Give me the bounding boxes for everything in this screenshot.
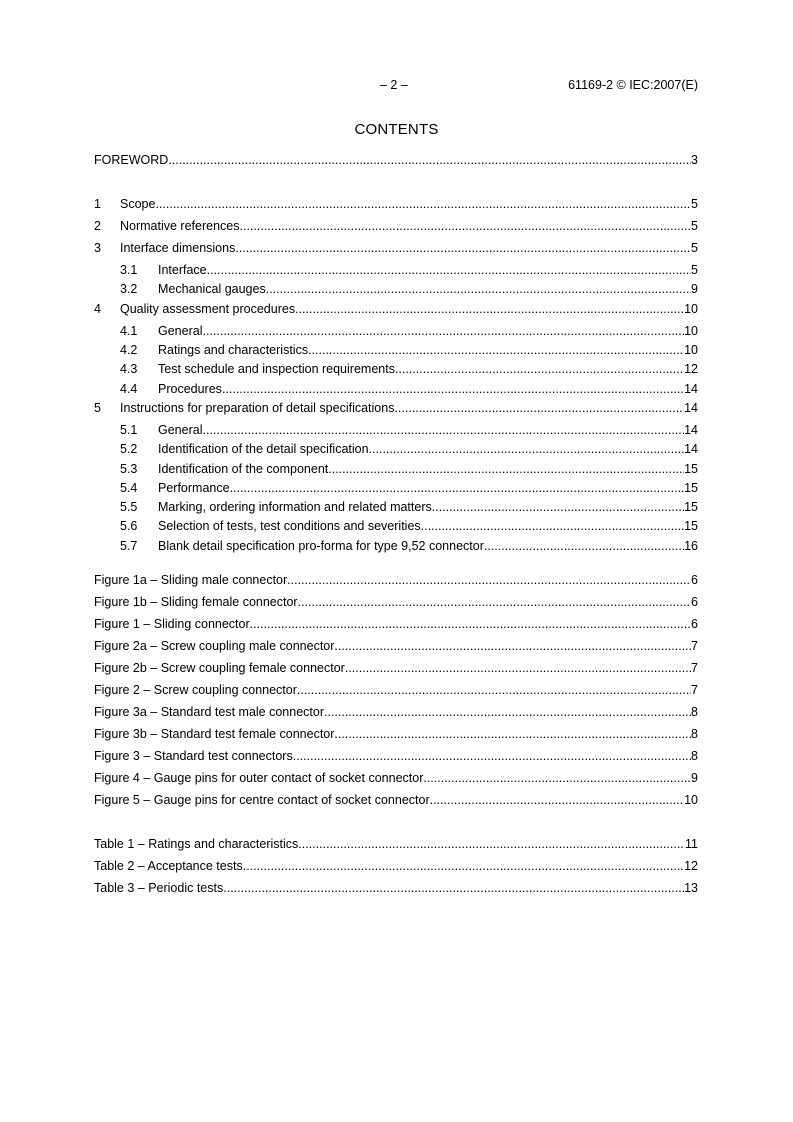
toc-entry-subsection[interactable] [94, 262, 698, 278]
toc-entry-page: 7 [691, 639, 698, 653]
toc-entry-figure[interactable] [94, 660, 698, 676]
toc-entry-label: Mechanical gauges [158, 282, 266, 296]
toc-entry-section[interactable] [94, 240, 698, 256]
dot-leader [287, 572, 691, 588]
toc-entry-page: 8 [691, 705, 698, 719]
dot-leader [395, 361, 684, 377]
toc-entry-subsection[interactable] [94, 538, 698, 554]
section-number: 4.3 [120, 362, 138, 376]
dot-leader [235, 240, 691, 256]
toc-entry-page: 10 [684, 793, 698, 807]
section-number: 5.5 [120, 500, 138, 514]
toc-entry-label: Marking, ordering information and related matters [158, 500, 432, 514]
dot-leader [345, 660, 691, 676]
dot-leader [295, 301, 684, 317]
toc-entry-page: 12 [684, 859, 698, 873]
toc-entry-figure[interactable] [94, 594, 698, 610]
dot-leader [430, 792, 684, 808]
toc-entry-figure[interactable] [94, 638, 698, 654]
section-number: 5.4 [120, 481, 138, 495]
section-number: 4.2 [120, 343, 138, 357]
dot-leader [484, 538, 684, 554]
toc-entry-page: 5 [691, 197, 698, 211]
toc-entry-page: 5 [691, 241, 698, 255]
toc-entry-figure[interactable] [94, 572, 698, 588]
section-number: 4 [94, 302, 101, 316]
section-number: 3.1 [120, 263, 138, 277]
toc-entry-subsection[interactable] [94, 441, 698, 457]
dot-leader [308, 342, 684, 358]
toc-entry-page: 14 [684, 442, 698, 456]
dot-leader [207, 262, 691, 278]
toc-entry-label: Instructions for preparation of detail specifications [120, 401, 395, 415]
toc-entry-figure[interactable] [94, 682, 698, 698]
dot-leader [240, 218, 692, 234]
toc-entry-page: 10 [684, 324, 698, 338]
toc-entry-page: 3 [691, 153, 698, 167]
section-number: 5.3 [120, 462, 138, 476]
toc-entry-label: Table 1 – Ratings and characteristics [94, 837, 299, 851]
dot-leader [328, 461, 684, 477]
toc-entry-label: Figure 3b – Standard test female connector [94, 727, 335, 741]
section-number: 4.4 [120, 382, 138, 396]
toc-entry-page: 6 [691, 573, 698, 587]
dot-leader [421, 518, 684, 534]
toc-entry-label: Scope [120, 197, 156, 211]
dot-leader [394, 400, 684, 416]
toc-entry-page: 11 [685, 837, 698, 851]
toc-entry-page: 9 [691, 282, 698, 296]
dot-leader [222, 381, 684, 397]
dot-leader [293, 748, 691, 764]
page-title: CONTENTS [354, 121, 439, 138]
toc-entry-figure[interactable] [94, 792, 698, 808]
toc-entry-page: 14 [684, 401, 698, 415]
toc-entry-foreword[interactable] [94, 152, 698, 168]
toc-entry-page: 6 [691, 617, 698, 631]
dot-leader [266, 281, 691, 297]
toc-entry-label: Figure 3a – Standard test male connector [94, 705, 324, 719]
dot-leader [202, 422, 684, 438]
toc-entry-section[interactable] [94, 218, 698, 234]
dot-leader [297, 682, 691, 698]
toc-entry-subsection[interactable] [94, 342, 698, 358]
toc-entry-page: 10 [684, 302, 698, 316]
toc-entry-page: 6 [691, 595, 698, 609]
toc-entry-label: Quality assessment procedures [120, 302, 296, 316]
toc-entry-label: Performance [158, 481, 230, 495]
toc-entry-label: Identification of the component [158, 462, 329, 476]
toc-entry-label: Figure 1 – Sliding connector [94, 617, 250, 631]
toc-entry-page: 15 [684, 519, 698, 533]
toc-entry-label: Figure 1a – Sliding male connector [94, 573, 288, 587]
toc-entry-subsection[interactable] [94, 323, 698, 339]
dot-leader [202, 323, 684, 339]
toc-entry-subsection[interactable] [94, 381, 698, 397]
section-number: 5.6 [120, 519, 138, 533]
toc-entry-figure[interactable] [94, 704, 698, 720]
toc-entry-page: 13 [684, 881, 698, 895]
section-number: 5 [94, 401, 101, 415]
toc-entry-subsection[interactable] [94, 422, 698, 438]
toc-entry-label: General [158, 324, 203, 338]
toc-entry-label: Blank detail specification pro-forma for type 9,52 connector [158, 539, 484, 553]
toc-entry-label: Figure 1b – Sliding female connector [94, 595, 298, 609]
toc-entry-page: 7 [691, 683, 698, 697]
section-number: 5.7 [120, 539, 138, 553]
dot-leader [369, 441, 685, 457]
toc-entry-page: 8 [691, 749, 698, 763]
dot-leader [423, 770, 691, 786]
toc-entry-figure[interactable] [94, 748, 698, 764]
toc-entry-figure[interactable] [94, 726, 698, 742]
toc-entry-page: 15 [684, 462, 698, 476]
toc-entry-label: Table 2 – Acceptance tests [94, 859, 243, 873]
toc-entry-subsection[interactable] [94, 518, 698, 534]
section-number: 1 [94, 197, 101, 211]
toc-entry-label: Identification of the detail specification [158, 442, 369, 456]
toc-entry-label: Test schedule and inspection requirements [158, 362, 395, 376]
toc-entry-section[interactable] [94, 400, 698, 416]
section-number: 2 [94, 219, 101, 233]
toc-entry-label: Ratings and characteristics [158, 343, 309, 357]
toc-entry-section[interactable] [94, 301, 698, 317]
toc-entry-page: 15 [684, 481, 698, 495]
toc-entry-label: Figure 2b – Screw coupling female connector [94, 661, 345, 675]
dot-leader [155, 196, 691, 212]
section-number: 5.2 [120, 442, 138, 456]
dot-leader [243, 858, 684, 874]
toc-entry-page: 14 [684, 423, 698, 437]
toc-entry-table[interactable] [94, 836, 698, 852]
toc-entry-figure[interactable] [94, 770, 698, 786]
toc-entry-label: Table 3 – Periodic tests [94, 881, 224, 895]
dot-leader [432, 499, 684, 515]
dot-leader [324, 704, 691, 720]
page-number: – 2 – [380, 78, 408, 92]
toc-entry-page: 7 [691, 661, 698, 675]
toc-entry-subsection[interactable] [94, 499, 698, 515]
toc-entry-page: 15 [684, 500, 698, 514]
toc-entry-page: 5 [691, 263, 698, 277]
dot-leader [298, 836, 685, 852]
toc-entry-figure[interactable] [94, 616, 698, 632]
toc-entry-label: Figure 4 – Gauge pins for outer contact of socket connector [94, 771, 424, 785]
toc-entry-page: 9 [691, 771, 698, 785]
section-number: 3 [94, 241, 101, 255]
toc-entry-page: 16 [684, 539, 698, 553]
toc-entry-label: Interface [158, 263, 207, 277]
toc-entry-label: Normative references [120, 219, 240, 233]
toc-entry-label: Interface dimensions [120, 241, 236, 255]
toc-entry-subsection[interactable] [94, 480, 698, 496]
toc-entry-label: Figure 5 – Gauge pins for centre contact of socket connector [94, 793, 430, 807]
toc-entry-label: FOREWORD [94, 153, 169, 167]
toc-entry-table[interactable] [94, 858, 698, 874]
section-number: 4.1 [120, 324, 138, 338]
toc-entry-page: 12 [684, 362, 698, 376]
dot-leader [334, 726, 691, 742]
dot-leader [298, 594, 691, 610]
toc-entry-subsection[interactable] [94, 281, 698, 297]
section-number: 3.2 [120, 282, 138, 296]
dot-leader [223, 880, 684, 896]
toc-entry-table[interactable] [94, 880, 698, 896]
toc-entry-label: Figure 3 – Standard test connectors [94, 749, 293, 763]
toc-entry-page: 10 [684, 343, 698, 357]
page-header [0, 78, 793, 94]
toc-entry-section[interactable] [94, 196, 698, 212]
toc-entry-label: Figure 2 – Screw coupling connector [94, 683, 297, 697]
section-number: 5.1 [120, 423, 138, 437]
toc-entry-label: Procedures [158, 382, 222, 396]
toc-entry-page: 8 [691, 727, 698, 741]
toc-entry-subsection[interactable] [94, 361, 698, 377]
dot-leader [230, 480, 685, 496]
toc-entry-page: 5 [691, 219, 698, 233]
toc-entry-label: Selection of tests, test conditions and severities [158, 519, 421, 533]
toc-entry-label: Figure 2a – Screw coupling male connector [94, 639, 335, 653]
dot-leader [168, 152, 691, 168]
document-identifier: 61169-2 © IEC:2007(E) [568, 78, 698, 92]
dot-leader [334, 638, 691, 654]
dot-leader [250, 616, 691, 632]
toc-entry-page: 14 [684, 382, 698, 396]
toc-entry-label: General [158, 423, 203, 437]
toc-entry-subsection[interactable] [94, 461, 698, 477]
